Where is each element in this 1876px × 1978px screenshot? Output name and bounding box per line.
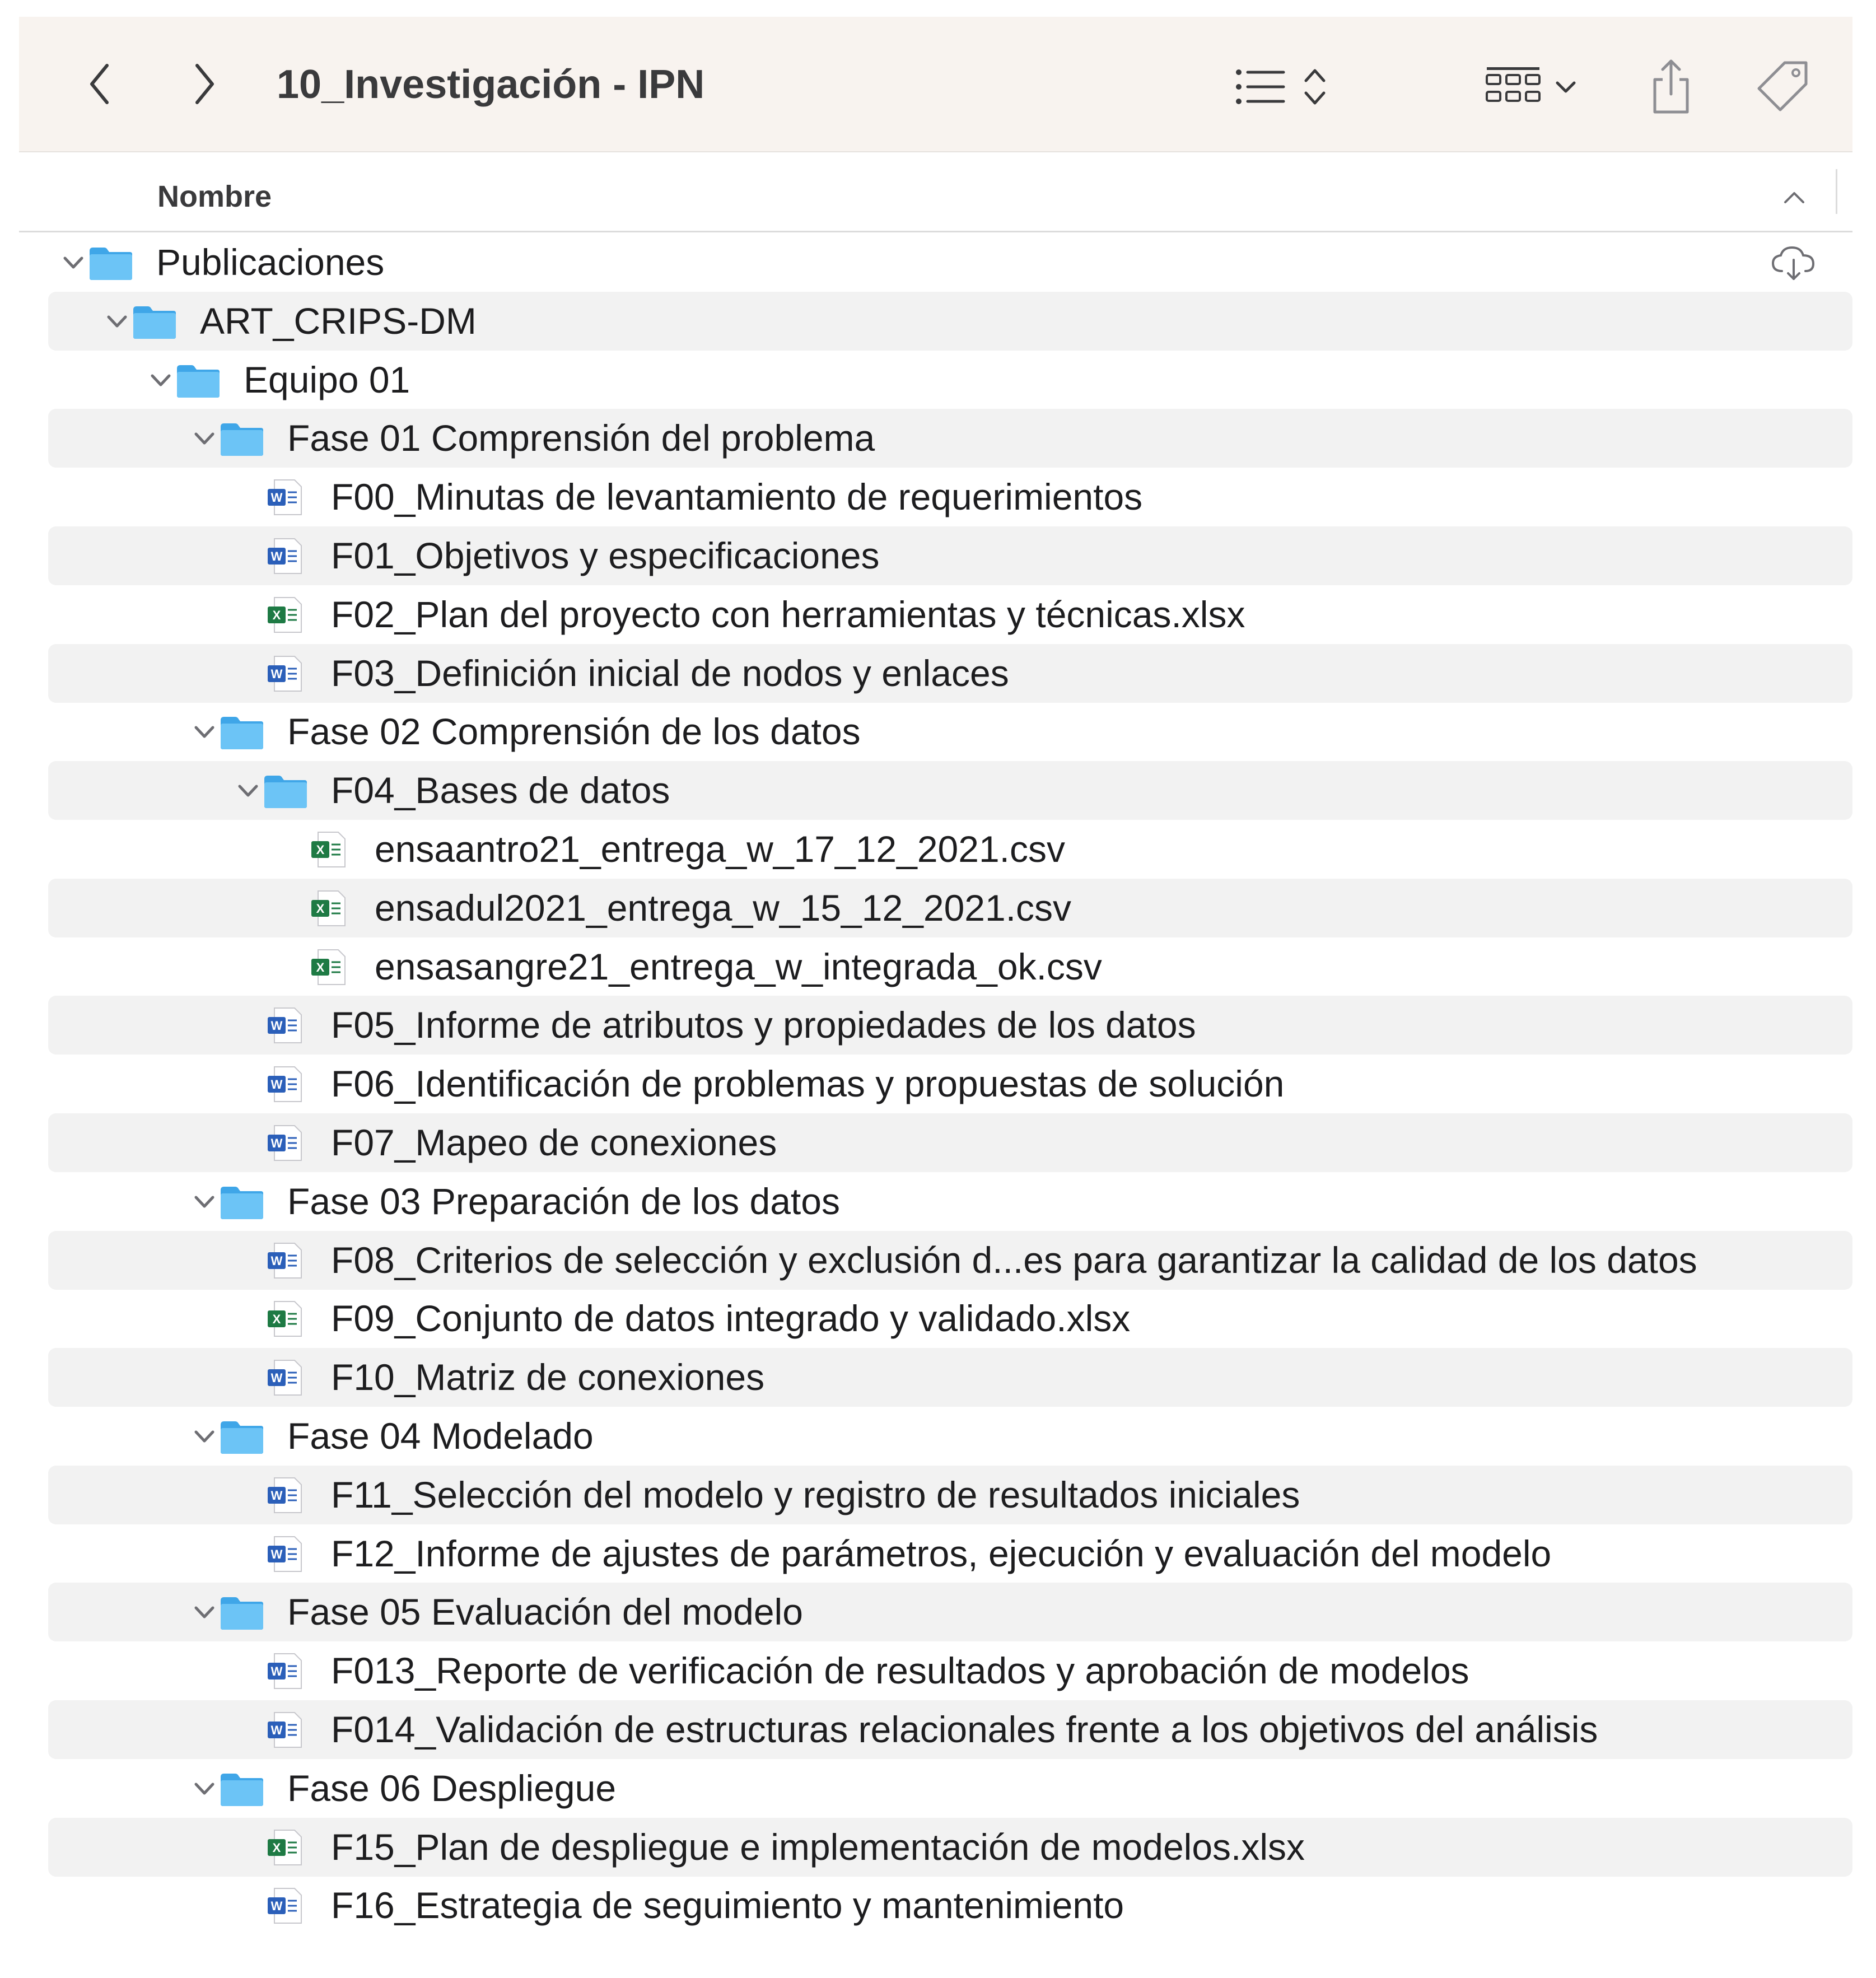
csv-file-icon <box>306 948 353 987</box>
list-icon <box>1232 64 1288 109</box>
item-name: Fase 04 Modelado <box>287 1415 594 1457</box>
item-name: F16_Estrategia de seguimiento y mantenimiento <box>331 1884 1124 1926</box>
word-document-icon <box>262 1241 309 1280</box>
chevron-down-icon <box>1552 73 1580 101</box>
file-row[interactable] <box>48 1113 1852 1172</box>
disclosure-chevron-icon[interactable] <box>190 1422 218 1450</box>
folder-row[interactable] <box>48 702 1852 761</box>
folder-row[interactable] <box>48 351 1852 409</box>
svg-text:X: X <box>272 1840 281 1855</box>
file-row[interactable] <box>48 1524 1852 1583</box>
file-row[interactable] <box>48 526 1852 585</box>
svg-text:W: W <box>270 1077 283 1092</box>
file-row[interactable] <box>48 1289 1852 1348</box>
item-name: F013_Reporte de verificación de resultados y aprobación de modelos <box>331 1650 1469 1692</box>
file-row[interactable] <box>48 1876 1852 1935</box>
svg-text:X: X <box>316 960 325 974</box>
disclosure-chevron-icon[interactable] <box>190 424 218 452</box>
word-document-icon <box>262 537 309 576</box>
item-name: F09_Conjunto de datos integrado y validado.xlsx <box>331 1298 1131 1340</box>
folder-row[interactable] <box>48 1407 1852 1466</box>
word-document-icon <box>262 478 309 517</box>
item-name: Fase 02 Comprensión de los datos <box>287 711 861 753</box>
svg-text:W: W <box>270 1899 283 1914</box>
disclosure-chevron-icon[interactable] <box>190 718 218 746</box>
svg-text:X: X <box>272 1312 281 1327</box>
svg-text:W: W <box>270 1547 283 1561</box>
word-document-icon <box>262 1534 309 1574</box>
svg-text:W: W <box>270 1488 283 1503</box>
folder-row[interactable] <box>48 1172 1852 1231</box>
item-name: F11_Selección del modelo y registro de resultados iniciales <box>331 1473 1300 1515</box>
excel-spreadsheet-icon <box>262 1299 309 1338</box>
folder-row[interactable] <box>48 1583 1852 1641</box>
file-row[interactable] <box>48 468 1852 526</box>
item-name: ensasangre21_entrega_w_integrada_ok.csv <box>375 945 1102 987</box>
svg-text:X: X <box>316 901 325 916</box>
word-document-icon <box>262 1123 309 1163</box>
icloud-download-icon[interactable] <box>1768 243 1819 282</box>
svg-text:W: W <box>270 1136 283 1150</box>
item-name: Equipo 01 <box>244 358 410 400</box>
folder-icon <box>218 712 265 752</box>
file-row[interactable] <box>48 820 1852 879</box>
item-name: Fase 01 Comprensión del problema <box>287 417 875 459</box>
excel-spreadsheet-icon <box>262 595 309 635</box>
toolbar <box>19 17 1852 152</box>
word-document-icon <box>262 1710 309 1750</box>
folder-icon <box>218 1417 265 1456</box>
folder-row[interactable] <box>48 292 1852 351</box>
disclosure-chevron-icon[interactable] <box>59 249 87 277</box>
disclosure-chevron-icon[interactable] <box>190 1598 218 1626</box>
chevron-right-icon <box>187 59 221 109</box>
tag-icon <box>1752 56 1814 118</box>
sort-ascending-icon[interactable] <box>1777 183 1811 211</box>
column-divider <box>1836 169 1837 214</box>
chevron-left-icon <box>83 59 117 109</box>
item-name: F06_Identificación de problemas y propuestas de solución <box>331 1063 1285 1105</box>
disclosure-chevron-icon[interactable] <box>234 777 262 805</box>
file-row[interactable] <box>48 644 1852 703</box>
disclosure-chevron-icon[interactable] <box>147 366 175 394</box>
item-name: F07_Mapeo de conexiones <box>331 1122 777 1163</box>
item-name: F00_Minutas de levantamiento de requerimientos <box>331 476 1143 518</box>
file-row[interactable] <box>48 1466 1852 1524</box>
up-down-chevron-icon <box>1298 62 1332 112</box>
svg-text:W: W <box>270 1723 283 1737</box>
disclosure-chevron-icon[interactable] <box>103 307 131 335</box>
folder-icon <box>175 361 222 400</box>
window-title: 10_Investigación - IPN <box>277 62 705 107</box>
svg-text:W: W <box>270 1253 283 1268</box>
folder-row[interactable] <box>48 761 1852 820</box>
file-row[interactable] <box>48 1231 1852 1290</box>
name-column-header[interactable]: Nombre <box>157 180 272 213</box>
svg-text:W: W <box>270 491 283 505</box>
item-name: F10_Matriz de conexiones <box>331 1356 765 1398</box>
word-document-icon <box>262 1065 309 1104</box>
item-name: Fase 06 Despliegue <box>287 1767 617 1809</box>
word-document-icon <box>262 1006 309 1045</box>
folder-icon <box>262 771 309 810</box>
disclosure-chevron-icon[interactable] <box>190 1188 218 1216</box>
share-button[interactable] <box>1640 56 1702 118</box>
item-name: F08_Criterios de selección y exclusión d...es para garantizar la calidad de los datos <box>331 1239 1697 1281</box>
disclosure-chevron-icon[interactable] <box>190 1775 218 1803</box>
folder-icon <box>87 243 134 282</box>
grid-icon <box>1482 62 1544 112</box>
item-name: F04_Bases de datos <box>331 769 670 811</box>
item-name: F12_Informe de ajustes de parámetros, ejecución y evaluación del modelo <box>331 1532 1552 1574</box>
group-button[interactable] <box>1475 56 1587 118</box>
item-name: Publicaciones <box>156 241 385 283</box>
share-icon <box>1646 56 1696 118</box>
excel-spreadsheet-icon <box>262 1828 309 1867</box>
folder-icon <box>218 419 265 458</box>
file-row[interactable] <box>48 1641 1852 1700</box>
svg-text:W: W <box>270 1664 283 1679</box>
item-name: F05_Informe de atributos y propiedades de los datos <box>331 1004 1196 1046</box>
file-row[interactable] <box>48 1700 1852 1759</box>
item-name: Fase 05 Evaluación del modelo <box>287 1591 803 1633</box>
file-row[interactable] <box>48 996 1852 1055</box>
folder-icon <box>218 1769 265 1808</box>
item-name: Fase 03 Preparación de los datos <box>287 1180 840 1222</box>
item-name: ensadul2021_entrega_w_15_12_2021.csv <box>375 887 1072 929</box>
file-row[interactable] <box>48 1055 1852 1113</box>
svg-text:W: W <box>270 1371 283 1385</box>
tag-button[interactable] <box>1749 56 1817 118</box>
word-document-icon <box>262 1652 309 1691</box>
item-name: F02_Plan del proyecto con herramientas y técnicas.xlsx <box>331 593 1245 635</box>
file-row[interactable] <box>48 1348 1852 1407</box>
word-document-icon <box>262 1476 309 1515</box>
csv-file-icon <box>306 830 353 869</box>
csv-file-icon <box>306 889 353 928</box>
view-options-button[interactable] <box>1226 56 1338 118</box>
folder-icon <box>218 1182 265 1221</box>
folder-icon <box>131 302 178 341</box>
word-document-icon <box>262 654 309 693</box>
item-name: F03_Definición inicial de nodos y enlaces <box>331 652 1009 694</box>
folder-row[interactable] <box>48 233 1852 292</box>
item-name: ART_CRIPS-DM <box>200 300 477 342</box>
item-name: F01_Objetivos y especificaciones <box>331 535 880 576</box>
item-name: ensaantro21_entrega_w_17_12_2021.csv <box>375 828 1065 870</box>
svg-text:W: W <box>270 549 283 563</box>
word-document-icon <box>262 1358 309 1397</box>
word-document-icon <box>262 1886 309 1925</box>
folder-row[interactable] <box>48 409 1852 468</box>
forward-button[interactable] <box>179 50 229 118</box>
item-name: F014_Validación de estructuras relacionales frente a los objetivos del análisis <box>331 1709 1598 1750</box>
column-header <box>19 152 1852 232</box>
file-row[interactable] <box>48 1818 1852 1877</box>
svg-text:X: X <box>316 843 325 857</box>
svg-text:W: W <box>270 666 283 681</box>
folder-icon <box>218 1593 265 1632</box>
item-name: F15_Plan de despliegue e implementación de modelos.xlsx <box>331 1826 1305 1868</box>
folder-row[interactable] <box>48 1759 1852 1818</box>
svg-text:W: W <box>270 1019 283 1033</box>
file-row[interactable] <box>48 879 1852 937</box>
back-button[interactable] <box>75 50 125 118</box>
file-row[interactable] <box>48 585 1852 644</box>
finder-window <box>19 17 1852 1977</box>
svg-text:X: X <box>272 608 281 622</box>
file-row[interactable] <box>48 937 1852 996</box>
